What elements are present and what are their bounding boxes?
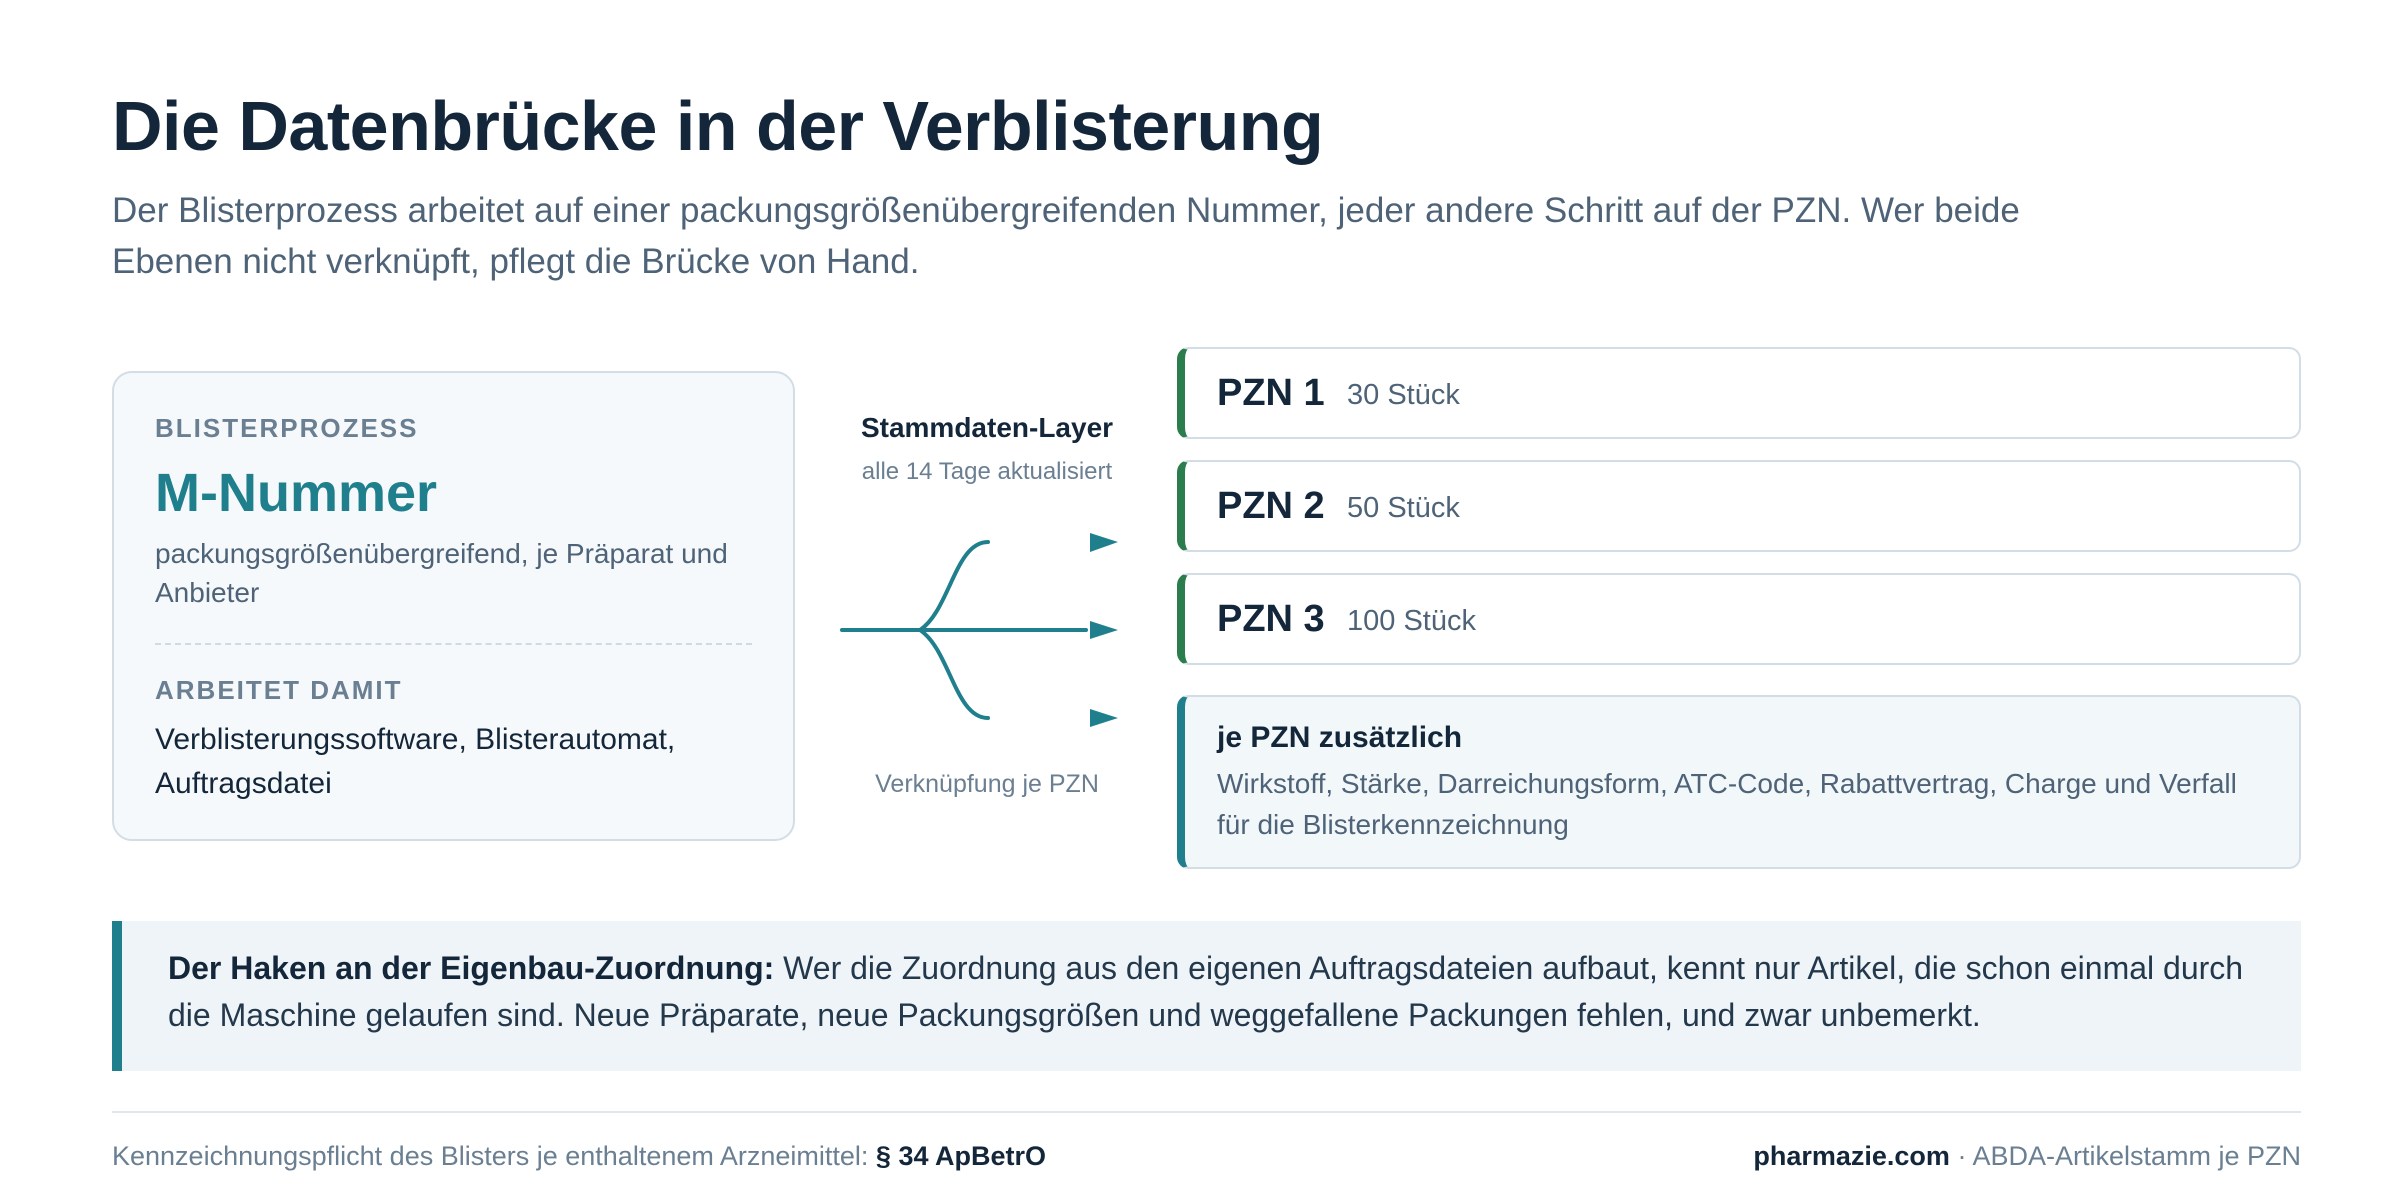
pzn-extra-title: je PZN zusätzlich bbox=[1217, 721, 1463, 754]
pzn-extra-text: Wirkstoff, Stärke, Darreichungsform, ATC-Code, Rabattvertrag, Charge und Verfall für die Blisterkennzeichnung bbox=[1217, 768, 2237, 840]
works-with-tools: Verblisterungssoftware, Blisterautomat, Auftragsdatei bbox=[155, 723, 676, 800]
blister-process-card bbox=[112, 371, 795, 841]
footer-legal-text: Kennzeichnungspflicht des Blisters je enthaltenem Arzneimittel: bbox=[112, 1141, 876, 1171]
footer-divider bbox=[112, 1111, 2301, 1113]
connector-branch-bottom bbox=[920, 630, 988, 718]
pzn-card-2 bbox=[1177, 460, 2301, 552]
pzn-card-1 bbox=[1177, 347, 2301, 439]
pzn-quantity: 100 Stück bbox=[1347, 605, 1476, 637]
footer-legal-reference: § 34 ApBetrO bbox=[875, 1141, 1046, 1171]
footer-source bbox=[1753, 1141, 2301, 1172]
pzn-quantity: 30 Stück bbox=[1347, 379, 1460, 411]
page-subtitle: Der Blisterprozess arbeitet auf einer packungsgrößenübergreifenden Nummer, jeder andere Schritt auf der PZN. Wer beide Ebenen nicht verknüpft, pflegt die Brücke von Hand. bbox=[112, 191, 2020, 281]
pzn-name: PZN 1 bbox=[1217, 372, 1325, 414]
footer-brand: pharmazie.com bbox=[1753, 1141, 1950, 1171]
callout-label: Der Haken an der Eigenbau-Zuordnung: bbox=[168, 950, 775, 986]
page-title: Die Datenbrücke in der Verblisterung bbox=[112, 87, 1324, 165]
connector-branch-top bbox=[920, 542, 988, 630]
pzn-extra-card bbox=[1177, 695, 2301, 869]
card-divider bbox=[155, 643, 752, 645]
arrow-head-top bbox=[1090, 533, 1118, 552]
stammdaten-layer-title: Stammdaten-Layer bbox=[860, 412, 1114, 443]
footer-legal-note bbox=[112, 1141, 1046, 1172]
m-number-description: packungsgrößenübergreifend, je Präparat und Anbieter bbox=[155, 538, 728, 608]
arrow-head-middle bbox=[1090, 621, 1118, 639]
works-with-eyebrow: ARBEITET DAMIT bbox=[155, 675, 403, 705]
pzn-name: PZN 2 bbox=[1217, 485, 1325, 527]
link-per-pzn-label: Verknüpfung je PZN bbox=[875, 770, 1099, 798]
callout-text bbox=[168, 945, 2278, 1039]
arrow-head-bottom bbox=[1090, 709, 1118, 727]
callout-box bbox=[112, 921, 2301, 1071]
stammdaten-layer-subtitle: alle 14 Tage aktualisiert bbox=[861, 458, 1113, 485]
m-number-heading: M-Nummer bbox=[155, 463, 438, 523]
pzn-name: PZN 3 bbox=[1217, 598, 1325, 640]
footer-source-text: · ABDA-Artikelstamm je PZN bbox=[1949, 1141, 2301, 1171]
pzn-card-3 bbox=[1177, 573, 2301, 665]
callout-body: Wer die Zuordnung aus den eigenen Auftragsdateien aufbaut, kennt nur Artikel, die schon einmal durch die Maschine gelaufen sind. Neue Präparate, neue Packungsgrößen und weggefallene Packungen fehlen, und zwar unbemerkt. bbox=[168, 950, 2244, 1033]
pzn-quantity: 50 Stück bbox=[1347, 492, 1460, 524]
blister-process-eyebrow: BLISTERPROZESS bbox=[155, 413, 419, 443]
fan-out-connector bbox=[820, 510, 1120, 750]
